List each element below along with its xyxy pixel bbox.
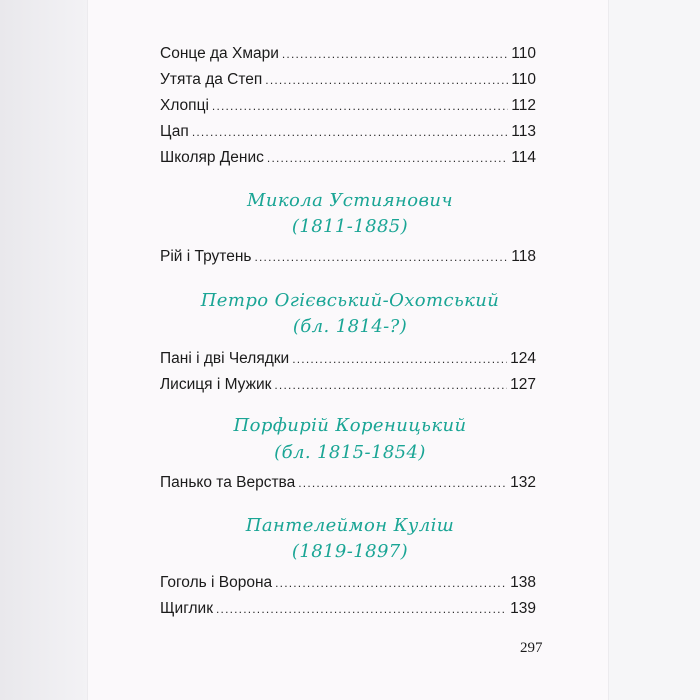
- author-years: (1819-1897): [291, 541, 409, 562]
- toc-entry-title: Пані і дві Челядки: [160, 350, 290, 367]
- toc-entry-page: 138: [510, 574, 536, 591]
- author-name: Порфирій Кореницький: [233, 415, 467, 436]
- dot-leader: [254, 250, 508, 264]
- toc-entry-title: Рій і Трутень: [160, 248, 252, 265]
- author-years: (бл. 1815-1854): [274, 442, 426, 463]
- author-name: Микола Устиянович: [247, 190, 453, 211]
- toc-entry[interactable]: [160, 149, 536, 171]
- toc-entry[interactable]: [160, 97, 536, 119]
- dot-leader: [192, 125, 508, 139]
- dot-leader: [292, 352, 507, 366]
- author-years: (1811-1885): [291, 216, 409, 237]
- toc-entry-title: Утята да Степ: [160, 71, 263, 88]
- dot-leader: [265, 73, 508, 87]
- dot-leader: [216, 602, 507, 616]
- dot-leader: [298, 476, 507, 490]
- toc-entry-title: Гоголь і Ворона: [160, 574, 273, 591]
- toc-entry[interactable]: [160, 248, 536, 270]
- dot-leader: [212, 99, 508, 113]
- toc-entry-title: Цап: [160, 123, 189, 140]
- toc-entry-page: 110: [511, 71, 536, 88]
- dot-leader: [274, 378, 507, 392]
- toc-entry[interactable]: [160, 600, 536, 622]
- toc-entry-page: 118: [511, 248, 536, 265]
- author-years: (бл. 1814-?): [292, 316, 408, 337]
- toc-entry-title: Школяр Денис: [160, 149, 264, 166]
- toc-entry-title: Хлопці: [160, 97, 209, 114]
- dot-leader: [267, 151, 508, 165]
- toc-entry-page: 110: [511, 45, 536, 62]
- toc-entry-page: 124: [510, 350, 536, 367]
- author-name: Петро Огієвський-Охотський: [200, 290, 500, 311]
- toc-entry-page: 113: [511, 123, 536, 140]
- toc-entry-page: 114: [511, 149, 536, 166]
- toc-entry[interactable]: [160, 350, 536, 372]
- page-number: 297: [520, 640, 543, 656]
- toc-entry-page: 127: [510, 376, 536, 393]
- toc-entry[interactable]: [160, 574, 536, 596]
- toc-entry[interactable]: [160, 474, 536, 496]
- toc-entry[interactable]: [160, 376, 536, 398]
- toc-entry-page: 132: [510, 474, 536, 491]
- dot-leader: [275, 576, 507, 590]
- dot-leader: [282, 47, 508, 61]
- toc-entry-title: Панько та Верства: [160, 474, 296, 491]
- toc-entry-title: Щиглик: [160, 600, 213, 617]
- book-gutter: [0, 0, 88, 700]
- toc-entry-page: 112: [511, 97, 536, 114]
- toc-entry[interactable]: [160, 123, 536, 145]
- author-name: Пантелеймон Куліш: [245, 515, 455, 536]
- toc-entry-page: 139: [510, 600, 536, 617]
- toc-entry[interactable]: [160, 45, 536, 67]
- toc-entry[interactable]: [160, 71, 536, 93]
- toc-entry-title: Лисиця і Мужик: [160, 376, 272, 393]
- toc-entry-title: Сонце да Хмари: [160, 45, 279, 62]
